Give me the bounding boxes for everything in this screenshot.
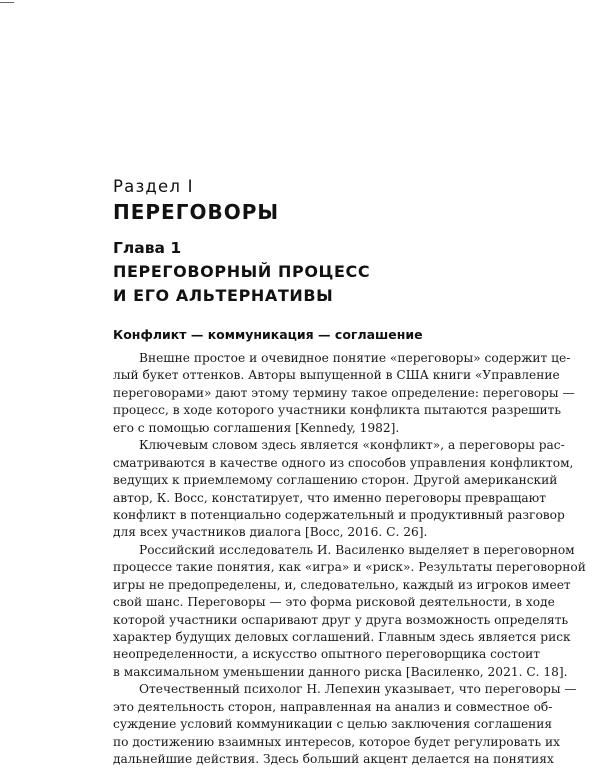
- body-line: суждение условий коммуникации с целью заключения соглашения: [113, 717, 553, 732]
- body-line: для всех участников диалога [Восс, 2016. С. 26].: [113, 525, 428, 540]
- chapter-title-line: И ЕГО АЛЬТЕРНАТИВЫ: [113, 286, 334, 305]
- chapter-title: [113, 260, 370, 308]
- body-line: Внешне простое и очевидное понятие «переговоры» содержит це-: [139, 351, 571, 365]
- corner-crop-mark: [0, 2, 14, 3]
- section-label: Раздел I: [113, 177, 194, 196]
- body-line: сматриваются в качестве одного из способов управления конфликтом,: [113, 455, 574, 470]
- subsection-title: Конфликт — коммуникация — соглашение: [113, 327, 423, 342]
- body-line: процесс, в ходе которого участники конфликта пытаются разрешить: [113, 403, 562, 418]
- body-line: характер будущих деловых соглашений. Главным здесь является риск: [113, 630, 571, 644]
- body-line: Ключевым словом здесь является «конфликт», а переговоры рас-: [139, 438, 565, 453]
- body-line: Российский исследователь И. Василенко выделяет в переговорном: [139, 542, 575, 557]
- body-line: это деятельность сторон, направленная на анализ и совместное об-: [113, 699, 553, 714]
- body-text: [113, 350, 586, 769]
- body-line: свой шанс. Переговоры — это форма рисковой деятельности, в ходе: [113, 595, 555, 610]
- body-line: автор, К. Восс, констатирует, что именно переговоры превращают: [113, 490, 547, 505]
- body-line: лый букет оттенков. Авторы выпущенной в США книги «Управление: [113, 368, 560, 383]
- body-line: переговорами» дают этому термину такое определение: переговоры —: [113, 385, 575, 400]
- body-line: процессе такие понятия, как «игра» и «риск». Результаты переговорной: [113, 560, 586, 575]
- body-line: его с помощью соглашения [Kennedy, 1982].: [113, 420, 400, 435]
- body-line: конфликт в потенциально содержательный и продуктивный разговор: [113, 507, 565, 522]
- body-line: Отечественный психолог Н. Лепехин указывает, что переговоры —: [139, 682, 577, 697]
- body-line: ведущих к приемлемому соглашению сторон. Другой американский: [113, 473, 558, 488]
- body-line: игры не предопределены, и, следовательно, каждый из игроков имеет: [113, 577, 571, 592]
- section-title: ПЕРЕГОВОРЫ: [113, 200, 280, 224]
- body-line: неопределенности, а искусство опытного переговорщика состоит: [113, 647, 541, 662]
- body-line: по достижению взаимных интересов, которое будет регулировать их: [113, 734, 561, 749]
- body-line: которой участники оспаривают друг у друга возможность определять: [113, 612, 569, 627]
- body-line: дальнейшие действия. Здесь больший акцент делается на понятиях: [113, 752, 554, 767]
- chapter-label: Глава 1: [113, 239, 182, 257]
- chapter-title-line: ПЕРЕГОВОРНЫЙ ПРОЦЕСС: [113, 262, 371, 281]
- body-line: в максимальном уменьшении данного риска [Василенко, 2021. С. 18].: [113, 664, 568, 679]
